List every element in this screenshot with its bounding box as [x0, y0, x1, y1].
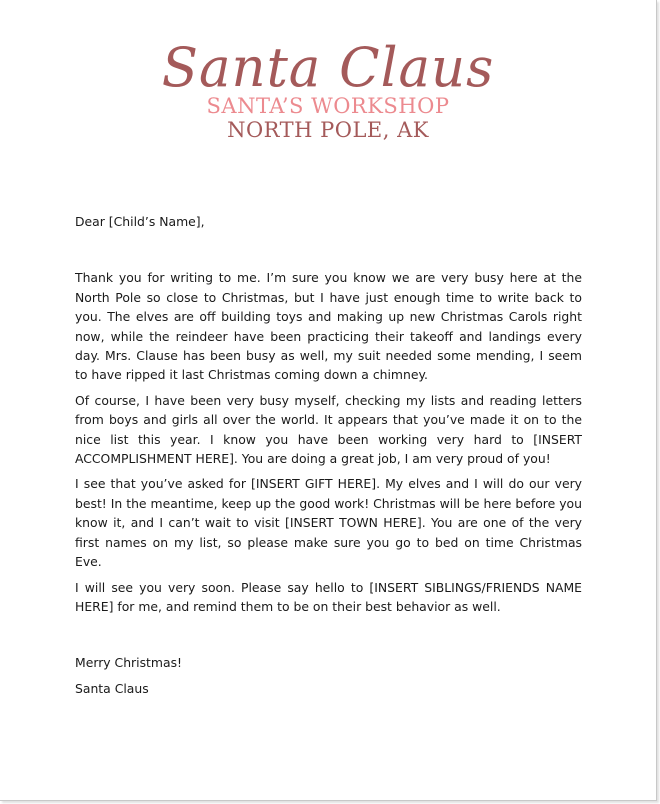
letterhead-subtitle: SANTA’S WORKSHOP — [206, 94, 450, 118]
letterhead — [0, 38, 656, 143]
paragraph: Of course, I have been very busy myself, checking my lists and reading letters from boys and girls all over the world. It appears that you’ve made it on to the nice list this year. I know you have been working very hard to [INSERT ACCOMPLISHMENT HERE]. You are doing a great job, I am very proud of you! — [75, 392, 582, 467]
signature: Santa Claus — [75, 680, 149, 696]
letterhead-location: NORTH POLE, AK — [227, 118, 429, 142]
salutation: Dear [Child’s Name], — [75, 214, 205, 229]
paragraph: I see that you’ve asked for [INSERT GIFT HERE]. My elves and I will do our very best! In the meantime, keep up the good work! Christmas will be here before you know it, and I can’t wait to visit [INSERT TOWN HERE]. You are one of the very first names on my list, so please make sure you go to bed on time Christmas Eve. — [75, 476, 582, 570]
letterhead-title: Santa Claus — [161, 36, 495, 99]
letter-body — [75, 212, 582, 698]
paragraph: Thank you for writing to me. I’m sure you know we are very busy here at the North Pole so close to Christmas, but I have just enough time to write back to you. The elves are off building toys and making up new Christmas Carols right now, while the reindeer have been practicing their takeoff and landings every day. Mrs. Clause has been busy as well, my suit needed some mending, I seem to have ripped it last Christmas coming down a chimney. — [75, 270, 582, 383]
closing: Merry Christmas! — [75, 655, 182, 671]
paragraph: I will see you very soon. Please say hello to [INSERT SIBLINGS/FRIENDS NAME HERE] for me, and remind them to be on their best behavior as well. — [75, 579, 582, 614]
